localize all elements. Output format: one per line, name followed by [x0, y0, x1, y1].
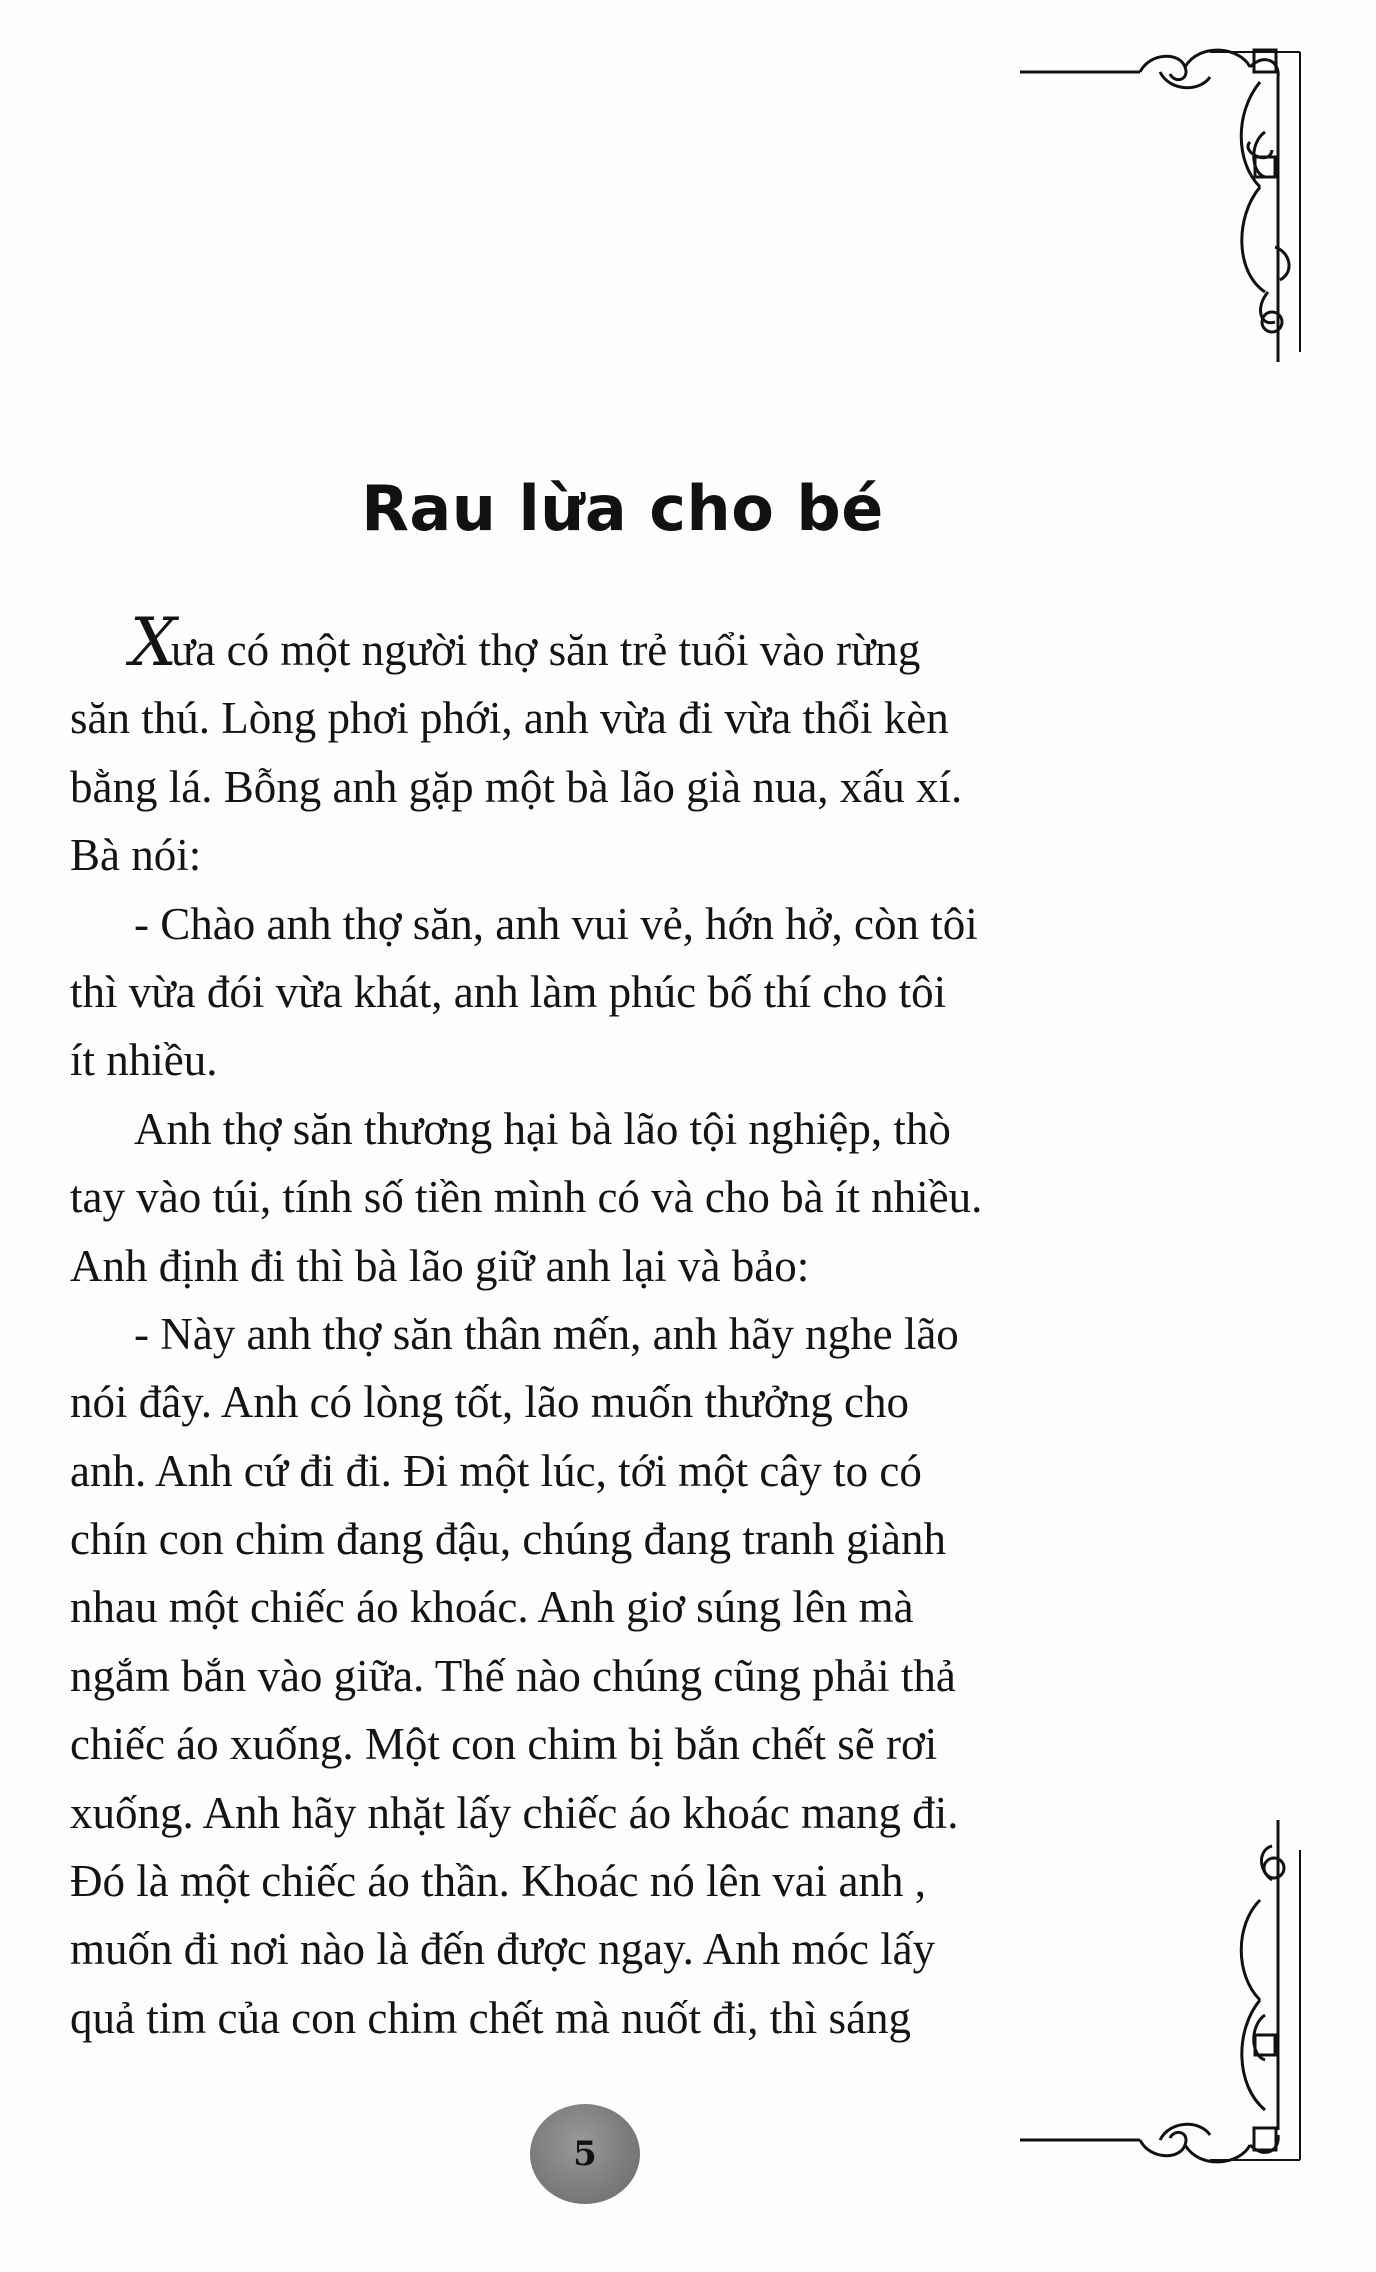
corner-ornament-bottom-icon [1010, 1810, 1310, 2190]
page-number: 5 [573, 2134, 597, 2174]
text-line: nói đây. Anh có lòng tốt, lão muốn thưởng cho [70, 1377, 909, 1428]
text-line: bằng lá. Bỗng anh gặp một bà lão già nua, xấu xí. [70, 761, 963, 812]
text-line: tay vào túi, tính số tiền mình có và cho bà ít nhiều. [70, 1172, 983, 1223]
text-line: anh. Anh cứ đi đi. Đi một lúc, tới một cây to có [70, 1445, 922, 1496]
story-title: Rau lừa cho bé [361, 472, 884, 545]
text-line: Anh thợ săn thương hại bà lão tội nghiệp, thò [134, 1103, 951, 1154]
text-line: muốn đi nơi nào là đến được ngay. Anh móc lấy [70, 1924, 936, 1975]
text-line: - Chào anh thợ săn, anh vui vẻ, hớn hở, còn tôi [134, 898, 978, 949]
text-line: quả tim của con chim chết mà nuốt đi, thì sáng [70, 1992, 912, 2043]
story-body [70, 604, 1120, 2052]
text-line: - Này anh thợ săn thân mến, anh hãy nghe lão [134, 1308, 959, 1359]
text-line: Đó là một chiếc áo thần. Khoác nó lên vai anh , [70, 1856, 926, 1907]
page-number-badge [530, 2104, 640, 2204]
drop-cap: X [130, 604, 171, 681]
text-line: thì vừa đói vừa khát, anh làm phúc bố thí cho tôi [70, 966, 947, 1017]
text-line: ít nhiều. [70, 1035, 218, 1086]
text-line: xuống. Anh hãy nhặt lấy chiếc áo khoác mang đi. [70, 1787, 959, 1838]
text-line: chiếc áo xuống. Một con chim bị bắn chết sẽ rơi [70, 1719, 938, 1770]
text-line: ngắm bắn vào giữa. Thế nào chúng cũng phải thả [70, 1650, 956, 1701]
text-line: chín con chim đang đậu, chúng đang tranh giành [70, 1514, 947, 1565]
text-line: săn thú. Lòng phơi phới, anh vừa đi vừa thổi kèn [70, 693, 949, 744]
text-line: Bà nói: [70, 830, 202, 881]
text-line: Anh định đi thì bà lão giữ anh lại và bảo: [70, 1240, 810, 1291]
text-line: nhau một chiếc áo khoác. Anh giơ súng lên mà [70, 1582, 914, 1633]
corner-ornament-top-icon [1010, 22, 1310, 382]
text-line: Xưa có một người thợ săn trẻ tuổi vào rừng [130, 604, 921, 681]
